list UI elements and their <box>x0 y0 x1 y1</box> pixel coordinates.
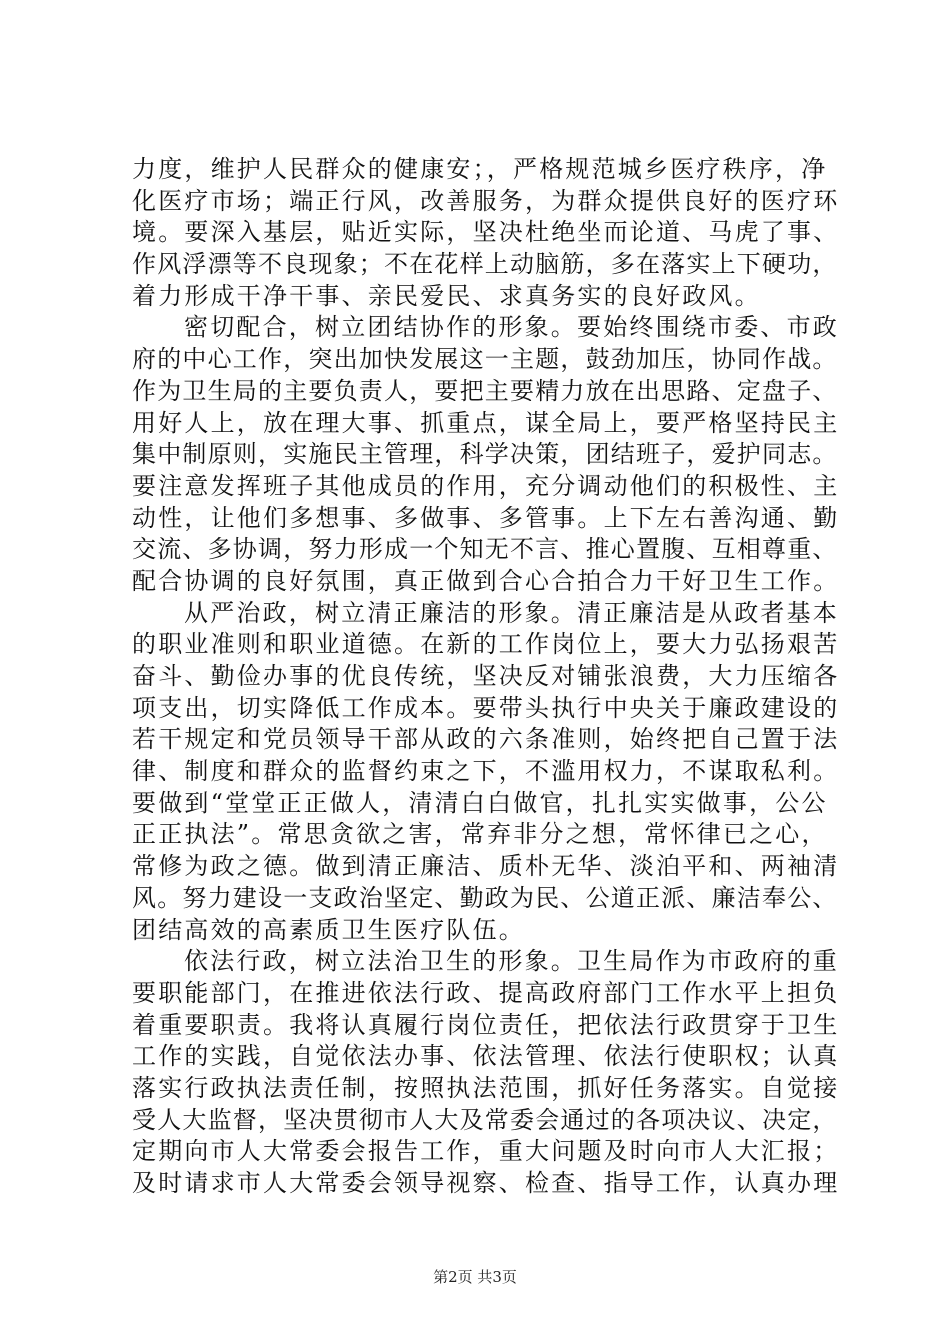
text-line: 境。要深入基层，贴近实际，坚决杜绝坐而论道、马虎了事、 <box>132 218 840 247</box>
text-line: 团结高效的高素质卫生医疗队伍。 <box>132 915 525 944</box>
text-line: 及时请求市人大常委会领导视察、检查、指导工作，认真办理 <box>132 1169 840 1197</box>
text-line: 着力形成干净干事、亲民爱民、求真务实的良好政风。 <box>132 281 761 310</box>
text-line: 受人大监督，坚决贯彻市人大及常委会通过的各项决议、决定， <box>132 1105 838 1134</box>
text-line: 律、制度和群众的监督约束之下，不滥用权力，不谋取私利。 <box>132 757 840 786</box>
text-line: 正正执法”。常思贪欲之害，常弃非分之想，常怀律已之心， <box>132 820 828 849</box>
text-line: 配合协调的良好氛围，真正做到合心合拍合力干好卫生工作。 <box>132 566 840 595</box>
text-line: 要注意发挥班子其他成员的作用，充分调动他们的积极性、主 <box>132 471 840 500</box>
text-line: 化医疗市场；端正行风，改善服务，为群众提供良好的医疗环 <box>132 186 840 215</box>
text-line: 要做到“堂堂正正做人，清清白白做官，扎扎实实做事，公公 <box>132 788 828 817</box>
text-line: 常修为政之德。做到清正廉洁、质朴无华、淡泊平和、两袖清 <box>132 852 840 881</box>
page-number-footer: 第2页 共3页 <box>433 1268 517 1286</box>
text-line: 要职能部门，在推进依法行政、提高政府部门工作水平上担负 <box>132 978 840 1007</box>
text-line: 动性，让他们多想事、多做事、多管事。上下左右善沟通、勤 <box>132 503 840 532</box>
text-line: 力度，维护人民群众的健康安；，严格规范城乡医疗秩序，净 <box>132 155 828 183</box>
text-line: 作风浮漂等不良现象；不在花样上动脑筋，多在落实上下硬功， <box>132 250 838 279</box>
text-line: 落实行政执法责任制，按照执法范围，抓好任务落实。自觉接 <box>132 1073 840 1102</box>
text-line: 工作的实践，自觉依法办事、依法管理、依法行使职权；认真 <box>132 1042 840 1071</box>
text-line: 集中制原则，实施民主管理，科学决策，团结班子，爱护同志。 <box>132 440 838 469</box>
document-body <box>132 154 842 1200</box>
text-line: 定期向市人大常委会报告工作，重大问题及时向市人大汇报； <box>132 1137 840 1166</box>
text-line: 项支出，切实降低工作成本。要带头执行中央关于廉政建设的 <box>132 693 840 722</box>
text-line: 用好人上，放在理大事、抓重点，谋全局上，要严格坚持民主 <box>132 408 840 437</box>
text-line: 风。努力建设一支政治坚定、勤政为民、公道正派、廉洁奉公、 <box>132 883 838 912</box>
paragraph-first-line: 密切配合，树立团结协作的形象。要始终围绕市委、市政 <box>184 313 839 342</box>
text-line: 作为卫生局的主要负责人，要把主要精力放在出思路、定盘子、 <box>132 376 838 405</box>
text-line: 交流、多协调，努力形成一个知无不言、推心置腹、互相尊重、 <box>132 535 838 564</box>
paragraph-first-line: 依法行政，树立法治卫生的形象。卫生局作为市政府的重 <box>184 947 839 976</box>
text-line: 若干规定和党员领导干部从政的六条准则，始终把自己置于法 <box>132 725 840 754</box>
paragraph-first-line: 从严治政，树立清正廉洁的形象。清正廉洁是从政者基本 <box>184 598 839 627</box>
text-line: 府的中心工作，突出加快发展这一主题，鼓劲加压，协同作战。 <box>132 345 838 374</box>
text-line: 奋斗、勤俭办事的优良传统，坚决反对铺张浪费，大力压缩各 <box>132 662 840 690</box>
text-line: 着重要职责。我将认真履行岗位责任，把依法行政贯穿于卫生 <box>132 1010 840 1039</box>
text-line: 的职业准则和职业道德。在新的工作岗位上，要大力弘扬艰苦 <box>132 630 840 659</box>
